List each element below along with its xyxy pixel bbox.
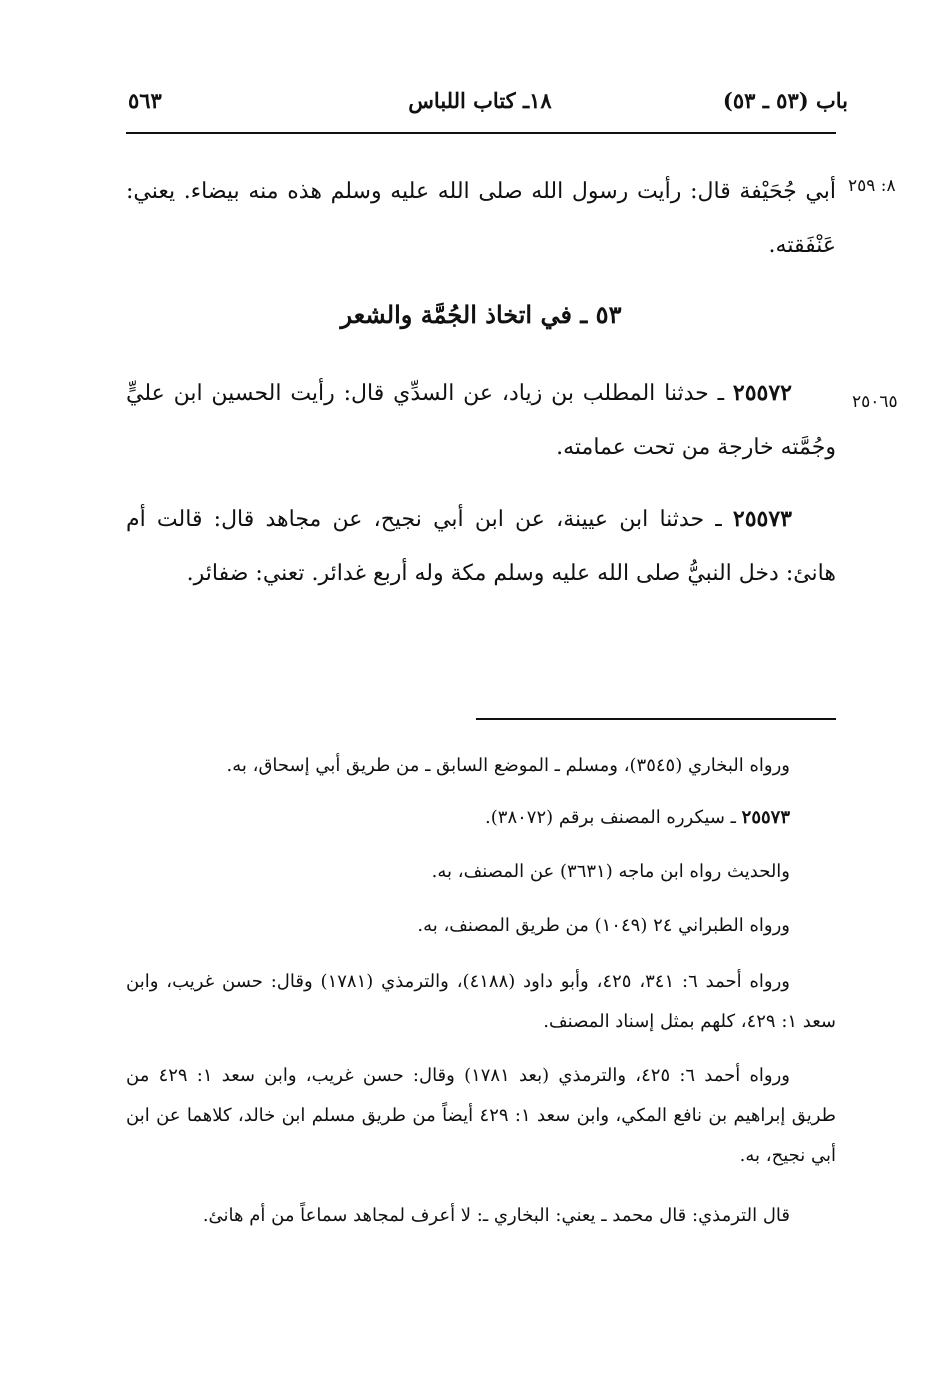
footnote	[126, 906, 836, 946]
hadith-text: ـ حدثنا ابن عيينة، عن ابن أبي نجيح، عن مجاهد قال: قالت أم هانئ: دخل النبيُّ صلى الله عليه وسلم مكة وله أربع غدائر. تعني: ضفائر.	[126, 507, 836, 586]
footnote	[126, 962, 836, 1042]
footnote-text: ورواه الطبراني ٢٤ (١٠٤٩) من طريق المصنف، به.	[417, 915, 790, 936]
footnote	[126, 1056, 836, 1176]
footnote	[126, 1192, 836, 1240]
hadith-number: ٢٥٥٧٢	[732, 380, 792, 406]
footnote-text: ـ سيكرره المصنف برقم (٣٨٠٧٢).	[485, 807, 742, 828]
footnote-text: ورواه البخاري (٣٥٤٥)، ومسلم ـ الموضع السابق ـ من طريق أبي إسحاق، به.	[226, 755, 790, 776]
margin-reference-1: ٨: ٢٥٩	[848, 176, 896, 196]
footnote-text: والحديث رواه ابن ماجه (٣٦٣١) عن المصنف، به.	[431, 861, 790, 882]
footnote-text: ورواه أحمد ٦: ٤٢٥، والترمذي (بعد ١٧٨١) وقال: حسن غريب، وابن سعد ١: ٤٢٩ من طريق إبراهيم بن نافع المكي، وابن سعد ١: ٤٢٩ أيضاً من طريق مسلم ابن خالد، كلاهما عن ابن أبي نجيح، به.	[126, 1065, 836, 1166]
hadith-number: ٢٥٥٧٣	[732, 506, 792, 532]
margin-reference-2: ٢٥٠٦٥	[852, 392, 898, 412]
footnote-text: قال الترمذي: قال محمد ـ يعني: البخاري ـ: لا أعرف لمجاهد سماعاً من أم هانئ.	[202, 1205, 790, 1226]
footnote-hadith-number: ٢٥٥٧٣	[741, 807, 790, 828]
footnote-text: ورواه أحمد ٦: ٣٤١، ٤٢٥، وأبو داود (٤١٨٨)، والترمذي (١٧٨١) وقال: حسن غريب، وابن سعد ١: ٤٢٩، كلهم بمثل إسناد المصنف.	[126, 971, 836, 1032]
header-book-title: ١٨ـ كتاب اللباس	[408, 88, 552, 113]
header-page-number: ٥٦٣	[128, 88, 162, 113]
footnote	[126, 746, 836, 786]
continuation-paragraph	[126, 165, 836, 273]
hadith-paragraph	[126, 366, 836, 475]
footnote-separator	[476, 718, 836, 720]
hadith-text: ـ حدثنا المطلب بن زياد، عن السدِّي قال: رأيت الحسين ابن عليٍّ وجُمَّته خارجة من تحت عمامته.	[126, 381, 836, 460]
hadith-paragraph	[126, 492, 836, 601]
footnote	[126, 798, 836, 838]
header-chapter-range: باب (٥٣ ـ ٥٣)	[722, 88, 848, 113]
header-rule	[126, 132, 836, 134]
footnote	[126, 852, 836, 892]
section-title: ٥٣ ـ في اتخاذ الجُمَّة والشعر	[340, 300, 622, 329]
continuation-text: أبي جُحَيْفة قال: رأيت رسول الله صلى الله عليه وسلم هذه منه بيضاء. يعني: عَنْفَقته.	[126, 179, 836, 258]
